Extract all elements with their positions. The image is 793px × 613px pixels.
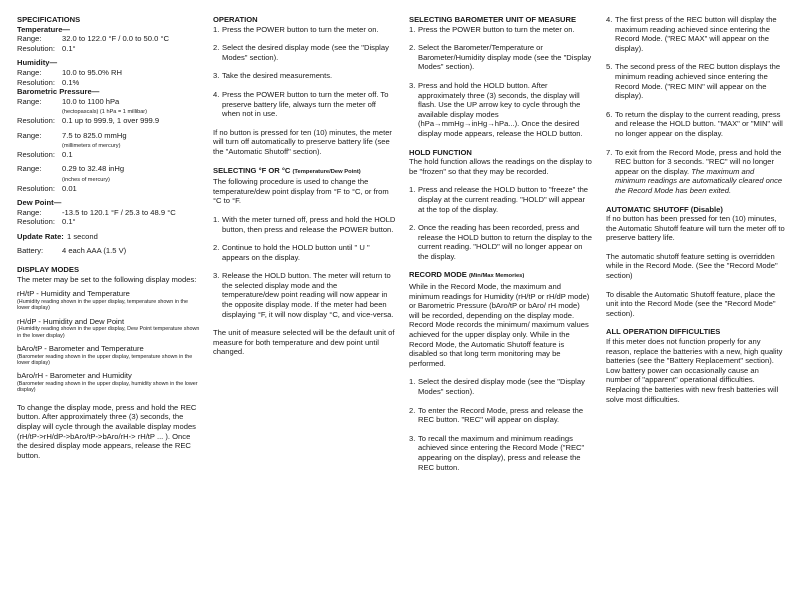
record-intro: While in the Record Mode, the maximum and minimum readings for Humidity (rH/tP or rH/dP mode) or Barometric Pressure (bAro/tP or bAro/ rH mode) will be recorded, depending on the display mode. Record Mode records the minimum/ maximum values achieved for the upper display only. While in the Record Mode, the Automatic Shutoff feature is disabled so that long term monitoring may be performed. — [409, 282, 590, 368]
dew-point-heading: Dew Point— — [17, 198, 62, 208]
list-item: 1. Select the desired display mode (see the "Display Modes" section). — [409, 377, 585, 396]
humidity-heading: Humidity— — [17, 58, 58, 68]
list-item: 2. Select the desired display mode (see the "Display Modes" section). — [213, 43, 389, 62]
list-item: 1. Press and release the HOLD button to "freeze" the display at the current reading. "HOLD" will appear at the top of the display. — [409, 185, 589, 214]
mode-item: rH/tP - Humidity and Temperature — [17, 289, 130, 299]
mode-item: bAro/rH - Barometer and Humidity — [17, 371, 132, 381]
spec-row: Range: -13.5 to 120.1 °F / 25.3 to 48.9 °C — [17, 207, 176, 217]
hold-title: HOLD FUNCTION — [409, 147, 472, 157]
spec-title: SPECIFICATIONS — [17, 15, 81, 24]
shutoff-title: AUTOMATIC SHUTOFF (Disable) — [606, 204, 723, 214]
list-item: 3. Press and hold the HOLD button. After approximately three (3) seconds, the display will flash. Use the UP arrow key to cycle through the available display modes (hPa→mmHg→inHg→hPa...). Once the desired display mode appears, release the HOLD button. — [409, 80, 583, 138]
hold-intro: The hold function allows the readings on the display to be "frozen" so that they may be recorded. — [409, 157, 592, 176]
spec-row: Resolution: 0.01 — [17, 183, 77, 193]
barometric-heading: Barometric Pressure— — [17, 87, 100, 97]
shutoff-text-2: The automatic shutoff feature setting is overridden while in the Record Mode. (See the "Record Mode" section) — [606, 251, 778, 281]
mode-note: (Humidity reading shown in the upper display, temperature shown in the lower display) — [17, 298, 188, 312]
mode-item: rH/dP - Humidity and Dew Point — [17, 316, 125, 326]
temperature-heading: Temperature— — [17, 24, 71, 34]
list-item: 6. To return the display to the current reading, press and release the HOLD button. "MAX" or "MIN" will no longer appear on the display. — [606, 109, 783, 138]
column-3 — [409, 15, 592, 481]
record-steps-continued — [606, 15, 786, 196]
spec-row: Update Rate: 1 second — [17, 231, 98, 241]
operation-steps — [213, 25, 396, 119]
list-item: 1. With the meter turned off, press and hold the HOLD button, then press and release the POWER button. — [213, 214, 396, 234]
column-4 — [606, 15, 786, 404]
list-item: 4. The first press of the REC button will display the maximum reading achieved since entering the Record Mode. ("REC MAX" will appear on the display). — [606, 15, 777, 53]
mode-item: bAro/tP - Barometer and Temperature — [17, 344, 144, 354]
spec-row: Resolution: 0.1 up to 999.9, 1 over 999.9 — [17, 115, 160, 125]
operation-title: OPERATION — [213, 15, 258, 24]
mode-note: (Barometer reading shown in the upper display, temperature shown in the lower display) — [17, 353, 193, 367]
list-item: 2. Continue to hold the HOLD button until " U " appears on the display. — [213, 243, 370, 262]
select-unit-outro: The unit of measure selected will be the default unit of measure for both temperature and dew point until changed. — [213, 328, 395, 357]
spec-row: Resolution: 0.1° — [17, 43, 76, 53]
spec-row: Range: 32.0 to 122.0 °F / 0.0 to 50.0 °C — [17, 34, 169, 44]
list-item: 4. Press the POWER button to turn the meter off. To preserve battery life, always turn the meter off when not in use. — [213, 89, 389, 119]
spec-row: Battery: 4 each AAA (1.5 V) — [17, 246, 127, 256]
record-title: RECORD MODE (Min/Max Memories) — [409, 270, 525, 280]
mode-note: (Barometer reading shown in the upper display, humidity shown in the lower display) — [17, 381, 198, 394]
difficulties-text: If this meter does not function properly for any reason, replace the batteries with a new, high quality batteries (see the "Battery Replacement" section). Low battery power can occasionally cause an number of "apparent" operational difficulties. Replacing the batteries with new fresh batteries will solve most difficulties. — [606, 337, 783, 404]
select-unit-title: SELECTING °F OR °C (Temperature/Dew Point) — [213, 165, 361, 175]
display-modes-intro: The meter may be set to the following display modes: — [17, 274, 197, 284]
hold-steps — [409, 185, 592, 261]
select-unit-steps — [213, 215, 396, 319]
list-item: 3. Release the HOLD button. The meter will return to the selected display mode and the temperature/dew point reading will now appear in the opposite display mode. If the meter had been displaying °F, it will now display °C, and vice-versa. — [213, 271, 394, 319]
list-item: 2. Once the reading has been recorded, press and release the HOLD button to return the display to the current reading. "HOLD" will no longer appear on the display. — [409, 223, 592, 261]
spec-row: Range: 0.29 to 32.48 inHg (inches of mercury) — [17, 164, 125, 183]
list-item: 2. To enter the Record Mode, press and release the REC button. "REC" will appear on display. — [409, 405, 584, 425]
column-2 — [213, 15, 396, 357]
spec-row: Range: 7.5 to 825.0 mmHg (millimeters of mercury) — [17, 130, 127, 150]
list-item: 2. Select the Barometer/Temperature or Barometer/Humidity display mode (see the "Display Modes" section). — [409, 43, 592, 72]
display-modes-title: DISPLAY MODES — [17, 265, 80, 275]
baro-unit-steps — [409, 25, 592, 139]
select-unit-intro: The following procedure is used to change the temperature/dew point display from °F to °C, or from °C to °F. — [213, 177, 389, 206]
spec-row: Resolution: 0.1% — [17, 77, 80, 87]
spec-row: Resolution: 0.1° — [17, 217, 76, 227]
spec-row: Resolution: 0.1 — [17, 149, 73, 159]
shutoff-text-3: To disable the Automatic Shutoff feature, place the unit into the Record Mode (see the "Record Mode" section). — [606, 289, 776, 318]
column-1 — [17, 15, 202, 460]
list-item: 7. To exit from the Record Mode, press and hold the REC button for 3 seconds. "REC" will no longer appear on the display. The maximum and minimum readings are automatically cleared once the Record Mode has been exited. — [606, 147, 783, 195]
list-item: 5. The second press of the REC button displays the minimum reading achieved since entering the Record Mode. ("REC MIN" will appear on the display). — [606, 62, 781, 101]
record-steps — [409, 377, 592, 472]
change-mode-text: To change the display mode, press and hold the REC button. After approximately three (3) seconds, the display will cycle through the available display modes (rH/tP->rH/dP->bAro/tP->bAro/rH-> rH/tP ... ). Once the desired display mode appears, release the REC button. — [17, 402, 197, 460]
list-item: 1. Press the POWER button to turn the meter on. — [213, 24, 379, 34]
baro-unit-title: SELECTING BAROMETER UNIT OF MEASURE — [409, 15, 577, 24]
list-item: 3. Take the desired measurements. — [213, 71, 333, 81]
shutoff-text-1: If no button has been pressed for ten (10) minutes, the Automatic Shutoff feature will turn the meter off to preserve battery life. — [606, 214, 785, 243]
mode-note: (Humidity reading shown in the upper display, Dew Point temperature shown in the lower display) — [17, 326, 200, 339]
list-item: 1. Press the POWER button to turn the meter on. — [409, 24, 575, 34]
auto-off-text: If no button is pressed for ten (10) minutes, the meter will turn off automatically to preserve battery life (see the "Automatic Shutoff" section). — [213, 127, 392, 156]
list-item: 3. To recall the maximum and minimum readings achieved since entering the Record Mode ("REC" appearing on the display), press and release the REC button. — [409, 433, 585, 472]
difficulties-title: ALL OPERATION DIFFICULTIES — [606, 327, 721, 337]
spec-row: Range: 10.0 to 95.0% RH — [17, 67, 122, 77]
spec-row: Range: 10.0 to 1100 hPa (hectopascals) (1 hPa = 1 millibar) — [17, 96, 148, 116]
